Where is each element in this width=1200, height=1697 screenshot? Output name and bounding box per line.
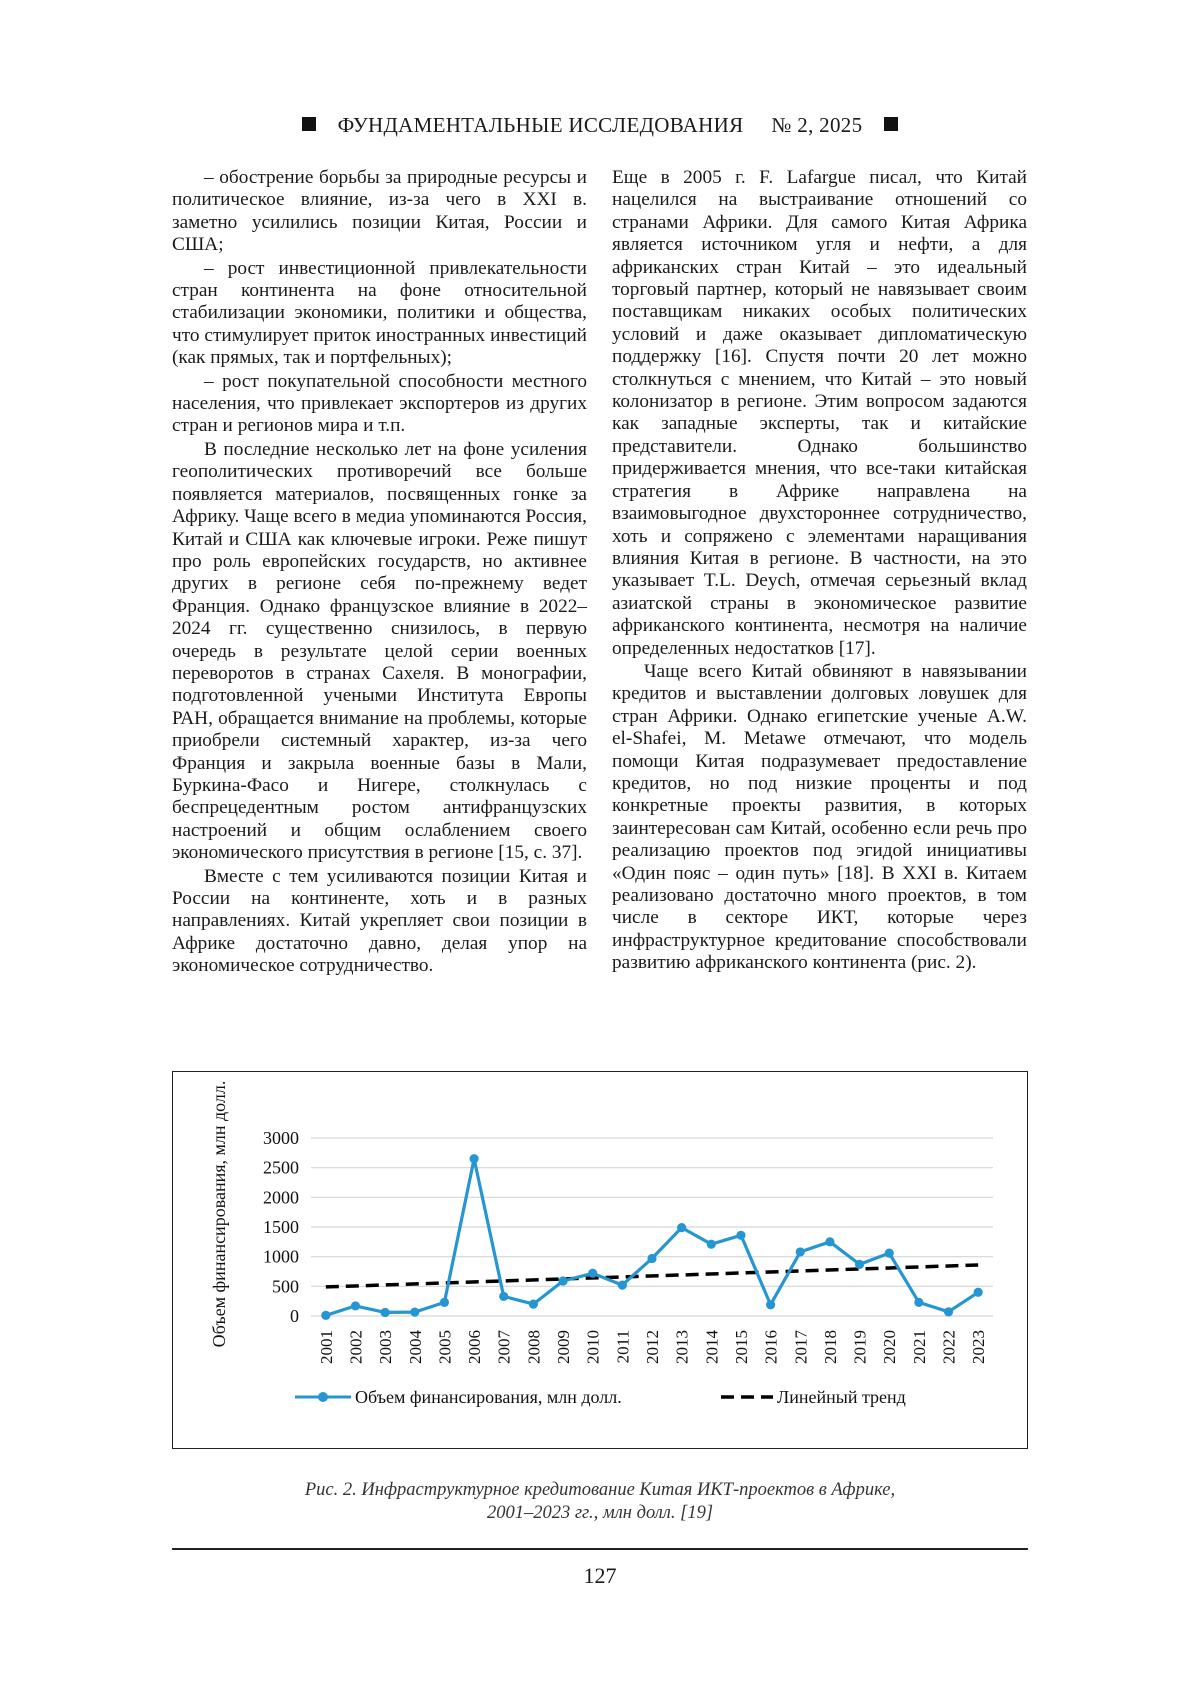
running-header: [0, 113, 1200, 138]
data-point: [707, 1240, 716, 1249]
paragraph: Вместе с тем усиливаются позиции Китая и России на континенте, хоть и в разных направлениях. Китай укрепляет свои позиции в Африке достаточно давно, делая упор на экономическое сотрудничество.: [172, 865, 587, 977]
x-tick-label: 2012: [643, 1330, 662, 1364]
x-tick-label: 2016: [761, 1330, 781, 1364]
grid-lines: [311, 1138, 993, 1316]
data-point: [736, 1231, 745, 1240]
y-tick-label: 500: [272, 1276, 299, 1297]
data-point: [588, 1269, 597, 1278]
right-column: [612, 167, 1027, 976]
x-tick-label: 2006: [465, 1330, 485, 1364]
legend-series-marker: [318, 1392, 328, 1402]
data-point: [796, 1247, 805, 1256]
data-point: [974, 1288, 983, 1297]
series-layer: [321, 1154, 983, 1320]
x-tick-label: 2009: [554, 1330, 574, 1364]
data-point: [558, 1276, 567, 1285]
x-tick-label: 2003: [376, 1330, 396, 1364]
header-square-icon: [884, 117, 898, 131]
x-tick-label: 2020: [880, 1330, 900, 1364]
legend-trend-label: Линейный тренд: [777, 1387, 906, 1407]
paragraph: – рост инвестиционной привлекательности стран континента на фоне относительной стабилизации экономики, политики и общества, что стимулирует приток иностранных инвестиций (как прямых, так и портфельных);: [172, 257, 587, 369]
x-tick-label: 2015: [731, 1330, 751, 1364]
x-tick-label: 2019: [850, 1330, 870, 1364]
data-point: [825, 1237, 834, 1246]
x-tick-label: 2023: [969, 1330, 989, 1364]
line-chart: [173, 1072, 1029, 1450]
paragraph: Чаще всего Китай обвиняют в навязывании кредитов и выставлении долговых ловушек для стран Африки. Однако египетские ученые A.W. el-Shafei, M. Metawe отмечают, что модель помощи Китая подразумевает предоставление кредитов, но под низкие проценты и под конкретные проекты развития, в которых заинтересован сам Китай, особенно если речь про реализацию проектов под эгидой инициативы «Один пояс – один путь» [18]. В XXI в. Китаем реализовано достаточно много проектов, в том числе в секторе ИКТ, которые через инфраструктурное кредитование способствовали развитию африканского континента (рис. 2).: [612, 660, 1027, 974]
x-tick-label: 2017: [791, 1330, 811, 1364]
y-tick-labels: [263, 1128, 299, 1326]
x-tick-label: 2005: [435, 1330, 455, 1364]
figure-box: [172, 1071, 1028, 1449]
figure-caption: [172, 1479, 1028, 1525]
x-tick-label: 2018: [820, 1330, 840, 1364]
data-point: [618, 1281, 627, 1290]
header-square-icon: [302, 117, 316, 131]
y-tick-label: 1000: [263, 1246, 299, 1267]
paragraph: В последние несколько лет на фоне усиления геополитических противоречий все больше появляется материалов, посвященных гонке за Африку. Чаще всего в медиа упоминаются Россия, Китай и США как ключевые игроки. Реже пишут про роль европейских государств, но активнее других в регионе себя по-прежнему ведет Франция. Однако французское влияние в 2022–2024 гг. существенно снизилось, в первую очередь в результате целой серии военных переворотов в странах Сахеля. В монографии, подготовленной учеными Института Европы РАН, обращается внимание на проблемы, которые приобрели системный характер, из-за чего Франция и закрыла военные базы в Мали, Буркина-Фасо и Нигере, столкнулась с беспрецедентным ростом антифранцузских настроений и общим ослаблением своего экономического присутствия в регионе [15, с. 37].: [172, 438, 587, 864]
data-point: [855, 1260, 864, 1269]
data-point: [469, 1154, 478, 1163]
y-axis-label: Объем финансирования, млн долл.: [209, 1080, 229, 1348]
series-line: [326, 1159, 978, 1316]
page-number: 127: [583, 1563, 617, 1588]
x-tick-label: 2011: [613, 1330, 633, 1364]
data-point: [885, 1249, 894, 1258]
data-point: [766, 1300, 775, 1309]
x-tick-label: 2007: [494, 1330, 514, 1364]
data-point: [321, 1311, 330, 1320]
x-tick-label: 2022: [939, 1330, 959, 1364]
paragraph: – обострение борьбы за природные ресурсы и политическое влияние, из-за чего в XXI в. заметно усилились позиции Китая, России и США;: [172, 167, 587, 256]
data-point: [529, 1300, 538, 1309]
data-point: [440, 1298, 449, 1307]
x-tick-label: 2002: [346, 1330, 366, 1364]
data-point: [381, 1308, 390, 1317]
x-tick-label: 2008: [524, 1330, 544, 1364]
legend: [295, 1387, 906, 1407]
data-point: [410, 1308, 419, 1317]
journal-title: ФУНДАМЕНТАЛЬНЫЕ ИССЛЕДОВАНИЯ: [337, 113, 744, 137]
y-tick-label: 0: [290, 1306, 299, 1326]
x-tick-label: 2004: [405, 1330, 425, 1364]
caption-line: 2001–2023 гг., млн долл. [19]: [486, 1503, 714, 1523]
data-point: [944, 1307, 953, 1316]
x-tick-label: 2010: [583, 1330, 603, 1364]
y-tick-label: 3000: [263, 1128, 299, 1148]
y-tick-label: 2500: [263, 1157, 299, 1178]
x-tick-label: 2001: [316, 1330, 336, 1364]
data-point: [914, 1298, 923, 1307]
y-tick-label: 2000: [263, 1187, 299, 1208]
y-tick-label: 1500: [263, 1217, 299, 1237]
caption-line: Рис. 2. Инфраструктурное кредитование Китая ИКТ-проектов в Африке,: [304, 1480, 896, 1500]
data-point: [647, 1254, 656, 1263]
left-column: [172, 167, 587, 979]
trend-layer: [326, 1265, 978, 1287]
x-tick-label: 2021: [909, 1330, 929, 1364]
x-tick-label: 2013: [672, 1330, 692, 1364]
footer-rule: [172, 1548, 1028, 1550]
trend-line: [326, 1265, 978, 1287]
x-tick-label: 2014: [702, 1330, 722, 1364]
legend-series-label: Объем финансирования, млн долл.: [355, 1387, 622, 1407]
data-point: [499, 1292, 508, 1301]
data-point: [677, 1223, 686, 1232]
paragraph: Еще в 2005 г. F. Lafargue писал, что Китай нацелился на выстраивание отношений со странами Африки. Для самого Китая Африка является источником угля и нефти, а для африканских стран Китай – это идеальный торговый партнер, который не навязывает своим поставщикам никаких особых политических условий и даже оказывает дипломатическую поддержку [16]. Спустя почти 20 лет можно столкнуться с мнением, что Китай – это новый колонизатор в регионе. Этим вопросом задаются как западные эксперты, так и китайские представители. Однако большинство придерживается мнения, что все-таки китайская стратегия в Африке направлена на взаимовыгодное двухстороннее сотрудничество, хоть и сопряжено с элементами наращивания влияния Китая в регионе. В частности, на это указывает T.L. Deych, отмечая серьезный вклад азиатской страны в экономическое развитие африканского континента, несмотря на наличие определенных недостатков [17].: [612, 167, 1027, 659]
issue-number: № 2, 2025: [771, 113, 863, 137]
x-tick-labels: [317, 1330, 988, 1365]
data-point: [351, 1301, 360, 1310]
paragraph: – рост покупательной способности местного населения, что привлекает экспортеров из других стран и регионов мира и т.п.: [172, 370, 587, 437]
